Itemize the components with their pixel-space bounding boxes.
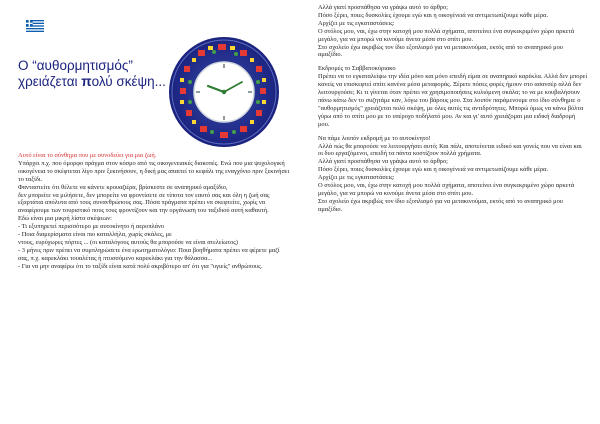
greek-flag-icon [26,20,44,32]
paragraph: Αλλά γιατί προσπάθησα να γράψω αυτό το άρθρο; [318,158,448,166]
paragraph: Ο στόλος μου, ναι, έχω στην κατοχή μου πολλά σχήματα, αποτείνει ένα συγκεκριμένο χώρο αρκετά μεγάλο, για να μπορώ να κινούμε άνετα μέσα στο σπίτι μου. [318,182,575,197]
paragraph: Στο σχολείο έχω ακριβώς τον ίδιο εξοπλισμό για να μετακινούμαι, εκτός από το αναπηρικό μου αμαξίδιο. [318,43,563,59]
paragraph: Αρχίζει με τις εγκαταστάσεις: [318,174,395,182]
paragraph: Αρχίζει με τις εγκαταστάσεις: [318,19,395,27]
clock-illustration-icon [168,36,280,148]
section-heading: Να πάμε λοιπόν εκδρομή με το αυτοκίνητο! [318,134,431,142]
paragraph: Στο σχολείο έχω ακριβώς τον ίδιο εξοπλισμό για να μετακινούμαι, εκτός από το αναπηρικό μου αμαξίδιο. [318,197,563,213]
list-item: - Ποια διαμερίσματα είναι πιο καταλλήλα, χωρίς σκάλες, με [18,231,172,239]
paragraph: δεν μπορείτε να μιλήσετε, δεν μπορείτε να φροντίσετε σε τίποτα τον εαυτό σας και όλη η ζωή σας εξαρτάται απόλυτα από τους συνανθρώπους σας. Πόσα πράγματα πρέπει να σκεφτείτε, χωρίς να αναφέρουμε των τουριστικό πους τους φροντίζουν και την οργάνωση του ταξιδιού αυτή καθαυτή. [18,191,270,215]
list-item: - 3 μήνες πριν πρέπει να συμπληρώσετε ένα ερωτηματολόγιο: Ποια βοηθήματα πρέπει να φέρετε μαζί σας, π.χ. καρεκλάκι τουαλέτας ή πτυσσόμενο καρεκλάκι για την θάλασσα... [18,246,280,262]
paragraph: Φανταστείτε ότι θέλετε να κάνετε κρουαζιέρα, βρίσκεστε σε αναπηρικό αμαξίδιο, [18,183,228,191]
paragraph: Αλλά γιατί προσπάθησα να γράψω αυτό το άρθρο; [318,4,448,11]
paragraph: Αλλά πώς θα μπορούσε να λειτουργήσει αυτό; Και πάλι, αποτείνεται ειδικό και γονείς που να είναι και οι δυο εργαζόμενοι, επειδή τα πάντα κοστίζουν πολλά χρήματα. [318,142,582,158]
list-item: - Τι εξυπηρετεί περισσότερο με αυτοκίνητο ή αεροπλάνο [18,223,165,231]
right-column-text [318,4,588,214]
list-item: - Για να μην αναφέρω ότι το ταξίδι είναι κατά πολύ ακριβότερο απ' ότι για "υγιείς" ανθρώπους. [18,262,263,270]
paragraph: Ο στόλος μου, ναι, έχω στην κατοχή μου πολλά σχήματα, αποτείνει ένα συγκεκριμένο χώρο αρκετά μεγάλο, για να μπορώ να κινούμε άνετα μέσα στο σπίτι μου. [318,27,575,43]
list-item: ντους, ευρύχωρες πόρτες ... (οι καταλόγους αυτούς θα μπορούσε να είναι ατελείωτος) [18,238,238,246]
page-title: Ο “αυθορμητισμός” χρειάζεται πολύ σκέψη... [18,58,166,89]
section-heading: Εκδρομές το Σαββατοκύριακο [318,65,396,73]
paragraph: Υπάρχει π.χ. που όμορφο πράγμα στον κόσμο από τις οικογενειακές διακοπές. Ενώ που μια ψυχολογική οικογένεια το σκέφτεται λίγο πριν ξεκινήσουν, η δική μας απαιτεί το κεφάλι της εναγχόνιο πριν ξεκινήσει το ταξίδι. [18,159,290,183]
paragraph: Εδώ είναι μια μικρή λίστα σκέψεων: [18,215,112,223]
left-column-text [18,152,292,271]
paragraph: Πόσο ξέρει, ποιες δυσκολίες έχουμε εγώ και η οικογένειά να αντιμετωπίζουμε κάθε μέρα. [318,166,549,174]
paragraph: Πόσο ξέρει, ποιες δυσκολίες έχουμε εγώ και η οικογένειά να αντιμετωπίζουμε κάθε μέρα. [318,11,549,19]
paragraph: Πρέπει να το εγκαταλείψω την ιδέα μόνο και μόνο επειδή είμαι σε αναπηρικό καρέκλα. Αλλά δεν μπορεί κανείς να επισκεφτεί σπίτι κανένα μέσα μεταφοράς. Ξέρετε πόσες φορές ήμουν στο ασανσέρ αλλά δεν λειτουργούσε; Κι τι γίνεται όταν πρέπει να χρησιμοποιήσεις κυλιόμενη σκάλα; το να με κουβαλήσουν πάνω κάτω δεν το συζητάμε καν, λόγω του βάρους μου. Στα λοιπόν παράμενουμε στο ίδιο σύνθημα: ο "αυθορμητισμός" χρειάζεται πολύ σκέψη, με όλες αυτές τις αντιδρότητες. Μπορώ όμως να κάνω βόλτα γύρω από το σπίτι μου με το υπέροχο ποδήλατό μου. Αν και γι' αυτό χρειάζομαι μια ειδική διαδρομή μου. [318,73,588,128]
intro-heading: Αυτό είναι το σύνθημα που με συνοδεύει για μια ζωή. [18,152,157,159]
